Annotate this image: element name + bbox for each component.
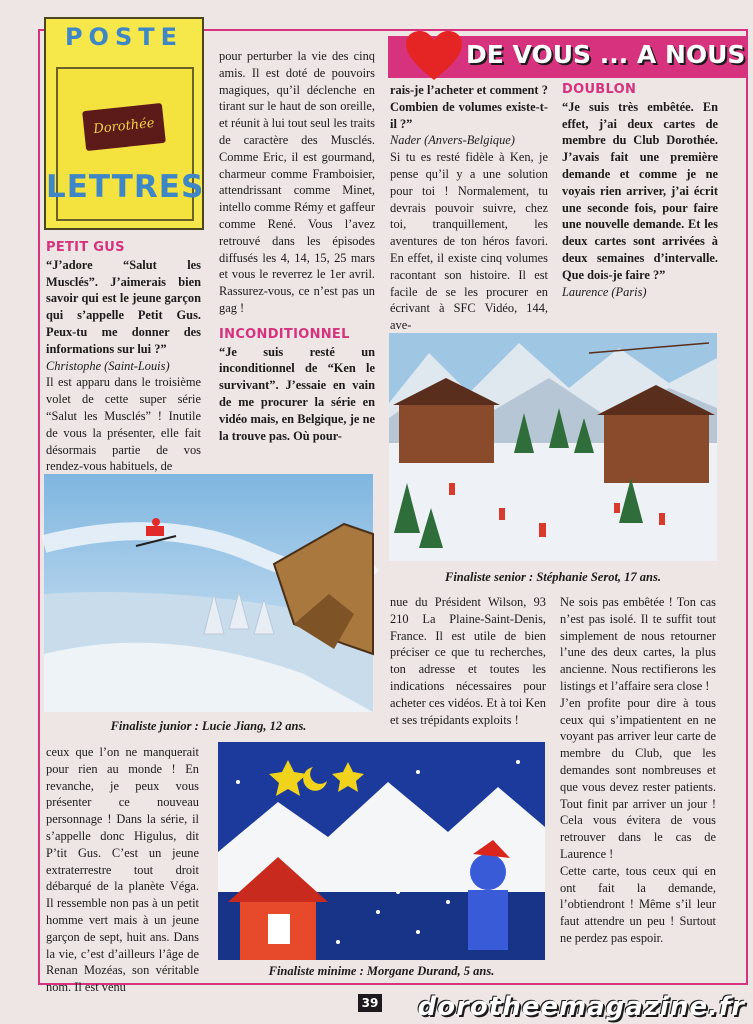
doublon-answer-part1: Ne sois pas embêtée ! Ton cas n’est pas isolé. Il te suffit tout simplement de nous retourner l’une des deux cartes, la plus ancienne. Nous rectifierons les listings et l’affaire sera close ! [560,595,716,693]
doublon-heading: DOUBLON [562,82,637,97]
inconditionnel-heading: INCONDITIONNEL [219,326,350,342]
doublon-answer-part2: J’en profite pour dire à tous ceux qui s’impatientent en ne voyant pas arriver leur carte de membre du Club, que les demandes sont nombreuses et que vous devez rester patients. Tout finit par arriver un jour ! Cela vous évitera de vous retrouver dans le cas de Laurence ! [560,695,716,861]
inconditionnel-answer: Si tu es resté fidèle à Ken, je pense qu’il y a une solution pour toi ! Normalement, tu devrais pouvoir suivre, chez toi, tranquillement, les aventures de ton héros favori. En effet, il existe cinq volumes racontant son histoire. Il est facile de se les procurer en écrivant à SFC Vidéo, 144, ave- [390,150,548,333]
petit-gus-answer-end: ceux que l’on ne manquerait pour rien au monde ! En revanche, je peux vous présenter ce nouveau personnage ! Dans la série, il s’appelle donc Higulus, dit P’tit Gus. C’est un jeune extraterrestre tout droit débarqué de la planète Véga. Il ressemble non pas à un petit homme vert mais à un jeune garçon de sept, huit ans. Dans la vie, c’est d’ailleurs l’âge de Renan Mozéas, son véritable nom. Il est venu [46,745,199,995]
poste-lettres-logo [44,17,204,230]
petit-gus-column [46,240,201,475]
minime-drawing [218,742,545,960]
inconditionnel-author: Nader (Anvers-Belgique) [390,133,515,148]
doublon-author: Laurence (Paris) [562,284,647,299]
senior-drawing [389,333,717,561]
inconditionnel-question: “Je suis resté un inconditionnel de “Ken le survivant”. J’essaie en vain de me procurer la série en vidéo mais, en Belgique, je ne la trouve pas. Où pour- [219,344,375,443]
ken-answer-column [390,82,548,333]
junior-drawing [44,474,373,712]
heart-icon [404,30,464,82]
doublon-answer-part3: Cette carte, tous ceux qui en ont fait la demande, l’obtiendront ! Même s’il leur faut attendre un peu ! Surtout ne perdez pas espoir. [560,863,716,945]
page-number: 39 [358,994,382,1012]
petit-gus-question: “J’adore “Salut les Musclés”. J’aimerais bien savoir qui est le jeune garçon qui s’appelle Petit Gus. Peux-tu me donner des informations sur lui ?” [46,257,201,356]
ken-answer-continued: nue du Président Wilson, 93 210 La Plaine-Saint-Denis, France. Il est utile de bien préciser ce que tu recherches, ton adresse et toutes les indications nécessaires pour acheter ces vidéos. Et à toi Ken et ses trépidants exploits ! [390,595,546,727]
senior-caption: Finaliste senior : Stéphanie Serot, 17 ans. [444,570,661,584]
middle-column-top [219,48,375,475]
website-watermark: dorotheemagazine.fr [417,992,745,1022]
petit-gus-answer-continued: pour perturber la vie des cinq amis. Il est doté de pouvoirs magiques, qu’il déclenche en tirant sur le haut de son oreille, et réunit à lui tout seul les traits de caractère des Musclés. Comme Eric, il est gourmand, charmeur comme Framboisier, attendrissant comme Minet, intello comme Rémy et gaffeur comme René. Vous l’avez retrouvé dans les épisodes diffusés les 4, 14, 15, 25 mars et vous le reverrez le 1er avril. Rassurez-vous, ce n’est pas un gag ! [219,49,375,315]
doublon-question: “Je suis très embêtée. En effet, j’ai deux cartes de membre du Club Dorothée. J’avais fait une première demande et comme je ne voyais rien arriver, j’ai écrit une seconde fois, pour faire une nouvelle demande. Et les deux cartes sont arrivées à deux semaines d’intervalle. Que dois-je faire ?” [562,99,718,282]
petit-gus-answer: Il est apparu dans le troisième volet de cette super série “Salut les Musclés” ! Inutile de vous la présenter, elle fait désormais partie de vos rendez-vous habituels, de [46,375,201,474]
petit-gus-answer-end-column [46,744,199,995]
lettres-label: LETTRES [46,169,205,205]
banner-title: DE VOUS ... A NOUS [466,40,746,69]
petit-gus-author: Christophe (Saint-Louis) [46,358,170,373]
doublon-answer-column [560,594,716,984]
ken-answer-continued-column [390,594,546,744]
petit-gus-heading: PETIT GUS [46,240,125,255]
minime-caption: Finaliste minime : Morgane Durand, 5 ans. [268,964,495,978]
inconditionnel-question-continued: rais-je l’acheter et comment ? Combien de volumes existe-t-il ?” [390,83,548,131]
poste-label: POSTE [64,23,184,51]
doublon-column [562,82,718,327]
dorothee-logo: Dorothée [82,103,166,151]
junior-caption: Finaliste junior : Lucie Jiang, 12 ans. [110,719,307,733]
